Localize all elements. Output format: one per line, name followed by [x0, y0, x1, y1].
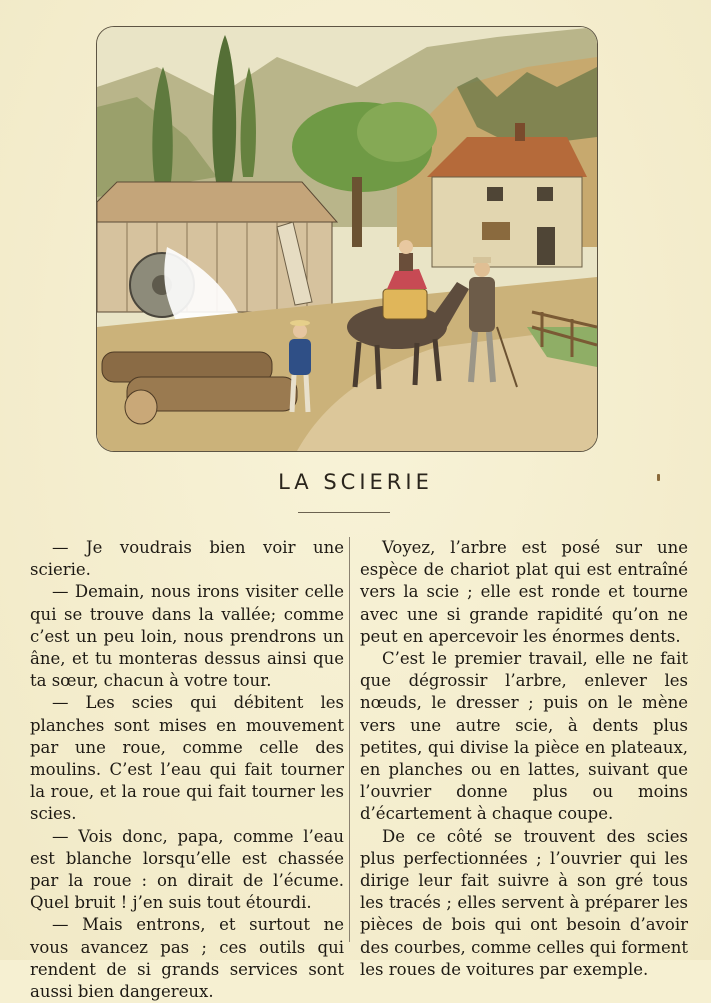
paragraph: Voyez, l’arbre est posé sur une espèce de chariot plat qui est entraîné vers la scie ; elle est ronde et tourne avec une si grande rapidité qu’on ne peut en apercevoir les énormes dents. — [360, 538, 688, 646]
donkey-saddle — [383, 289, 427, 319]
boy-hat — [290, 320, 310, 326]
house-window — [537, 187, 553, 201]
house-window — [487, 187, 503, 201]
paragraph: — Vois donc, papa, comme l’eau est blanche lorsqu’elle est chassée par la roue : on dirait de l’écume. Quel bruit ! j’en suis tout étourdi. — [30, 826, 344, 913]
paragraph: — Mais entrons, et surtout ne vous avancez pas ; ces outils qui rendent de si grands services sont aussi bien dangereux. — [30, 915, 344, 1002]
father-head — [474, 261, 490, 277]
house-window-shutters — [482, 222, 510, 240]
paragraph: — Les scies qui débitent les planches sont mises en mouvement par une roue, comme celle des moulins. C’est l’eau qui fait tourner la roue, et la roue qui fait tourner les scies. — [30, 693, 344, 824]
sawmill-illustration — [96, 26, 598, 452]
sawmill-roof — [97, 182, 337, 222]
leafy-tree-highlight — [357, 102, 437, 162]
chimney — [515, 123, 525, 141]
father-coat — [469, 277, 495, 332]
left-column — [30, 537, 344, 1003]
girl-head — [399, 240, 413, 254]
column-divider — [349, 537, 350, 942]
illustration-svg — [97, 27, 597, 451]
paragraph: C’est le premier travail, elle ne fait que dégrossir l’arbre, enlever les nœuds, le dresser ; puis on le mène vers une autre scie, à dents plus petites, qui divise la pièce en plateaux, en planches ou en lattes, suivant que l’ouvrier donne plus ou moins d’écartement à chaque coupe. — [360, 649, 688, 824]
title-rule — [298, 512, 390, 513]
boy-jacket — [289, 339, 311, 375]
paragraph: — Je voudrais bien voir une scierie. — [30, 538, 344, 580]
girl-torso — [399, 253, 413, 271]
page-title: LA SCIERIE — [278, 470, 433, 494]
father-hat — [473, 257, 491, 263]
paragraph: — Demain, nous irons visiter celle qui se trouve dans la vallée; comme c’est un peu loin, nous prendrons un âne, et tu monteras dessus ainsi que ta sœur, chacun à votre tour. — [30, 582, 344, 691]
paragraph: De ce côté se trouvent des scies plus perfectionnées ; l’ouvrier qui les dirige leur fait suivre à son gré tous les tracés ; elles servent à préparer les pièces de bois qui ont besoin d’avoir des courbes, comme celles qui forment les roues de voitures par exemple. — [360, 826, 688, 979]
leafy-tree-trunk — [352, 177, 362, 247]
boy-head — [293, 324, 307, 338]
right-column — [360, 537, 688, 981]
log-end — [125, 390, 157, 424]
ink-mark — [657, 474, 660, 481]
house-door — [537, 227, 555, 265]
